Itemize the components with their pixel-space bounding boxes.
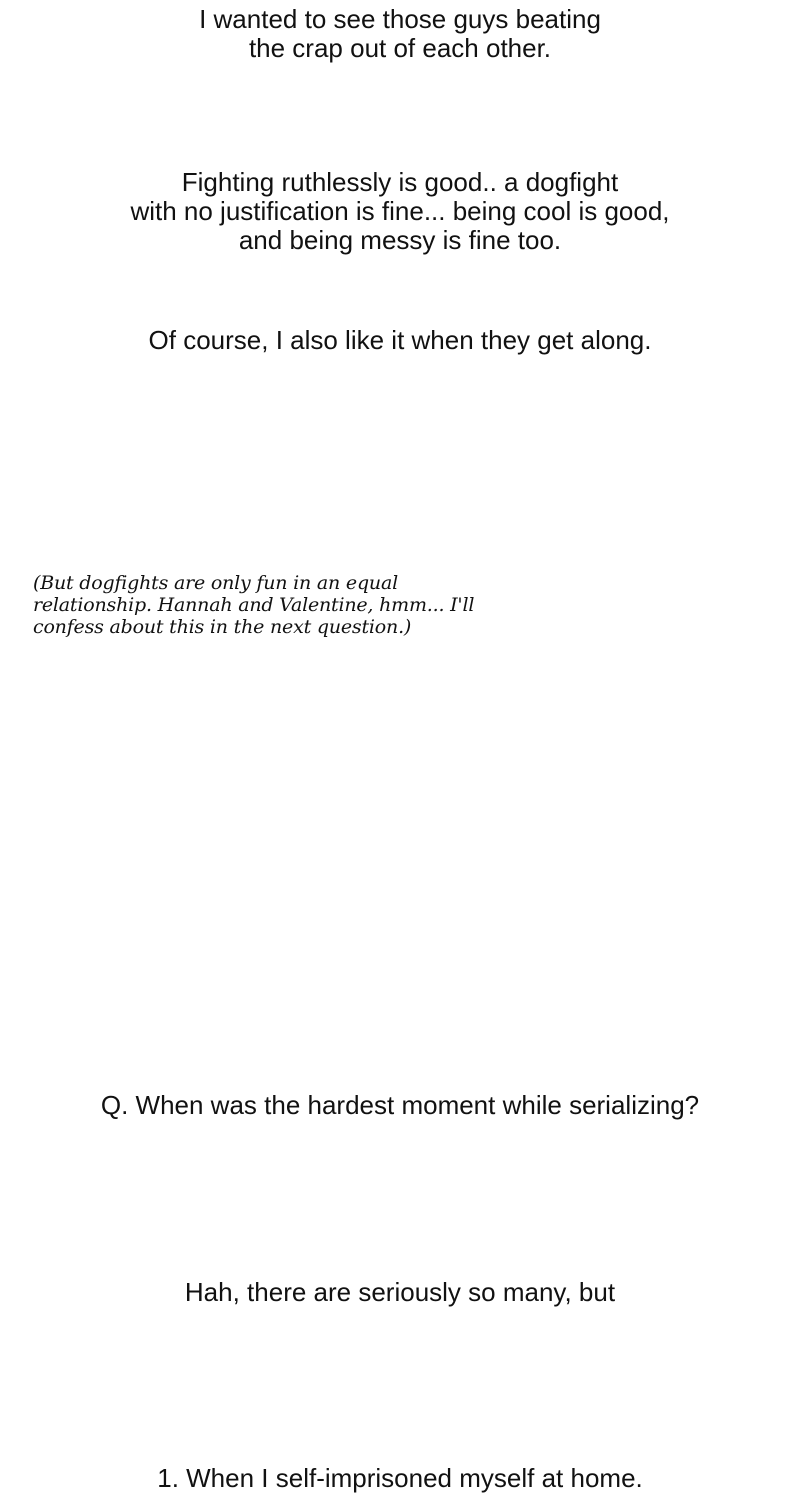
text-line: I wanted to see those guys beating (199, 4, 601, 34)
paragraph-fight-wish (0, 5, 800, 63)
handwritten-note (33, 572, 493, 638)
text-line: and being messy is fine too. (238, 225, 562, 255)
text-line: Of course, I also like it when they get along. (148, 325, 652, 355)
question-heading (0, 1091, 800, 1120)
note-line: relationship. Hannah and Valentine, hmm... I'll (33, 594, 475, 616)
text-line: the crap out of each other. (248, 33, 552, 63)
note-line: (But dogfights are only fun in an equal (33, 572, 398, 594)
text-line: with no justification is fine... being cool is good, (130, 196, 670, 226)
paragraph-get-along (0, 326, 800, 355)
text-line: Q. When was the hardest moment while serializing? (100, 1090, 700, 1120)
text-line: Hah, there are seriously so many, but (184, 1277, 616, 1307)
paragraph-fighting-ruthlessly (0, 168, 800, 255)
paragraph-so-many (0, 1278, 800, 1307)
text-line: 1. When I self-imprisoned myself at home. (157, 1463, 643, 1493)
text-line: Fighting ruthlessly is good.. a dogfight (181, 167, 619, 197)
note-line: confess about this in the next question.) (33, 616, 412, 638)
paragraph-list-item-1 (0, 1464, 800, 1493)
